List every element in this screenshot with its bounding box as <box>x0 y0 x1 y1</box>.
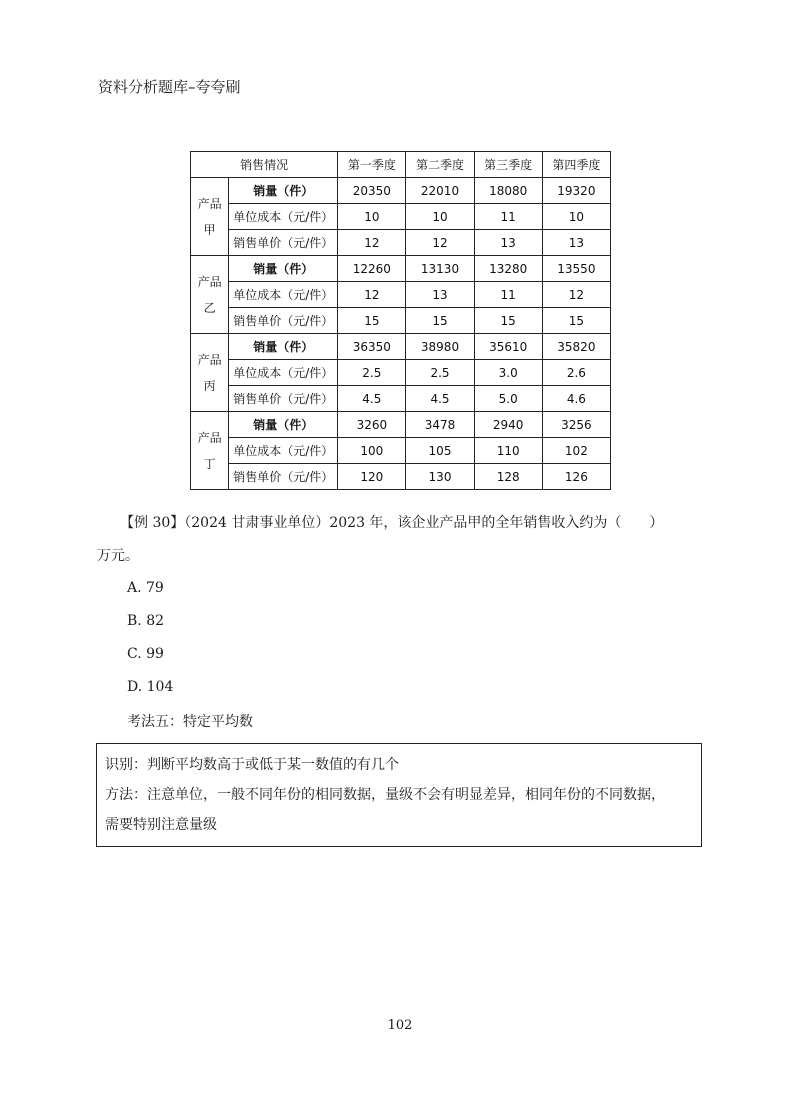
product-label-cell <box>191 178 229 256</box>
product-label-top: 产品 <box>197 352 222 367</box>
product-label-cell <box>191 256 229 334</box>
table-cell: 102 <box>542 438 610 464</box>
table-row <box>191 282 611 308</box>
table-cell: 128 <box>474 464 542 490</box>
metric-label: 销量（件） <box>229 256 338 282</box>
metric-label: 销售单价（元/件） <box>229 386 338 412</box>
table-row <box>191 386 611 412</box>
metric-label: 销量（件） <box>229 412 338 438</box>
table-cell: 18080 <box>474 178 542 204</box>
table-cell: 13280 <box>474 256 542 282</box>
table-cell: 15 <box>338 308 406 334</box>
product-label-top: 产品 <box>197 430 222 445</box>
method-approach-line: 方法：注意单位，一般不同年份的相同数据，量级不会有明显差异，相同年份的不同数据， <box>105 787 665 803</box>
metric-label: 销量（件） <box>229 178 338 204</box>
table-cell: 13550 <box>542 256 610 282</box>
table-cell: 35610 <box>474 334 542 360</box>
table-cell: 10 <box>542 204 610 230</box>
method-approach-line-continued: 需要特别注意量级 <box>105 817 217 833</box>
table-cell: 4.5 <box>338 386 406 412</box>
product-label-name: 乙 <box>203 300 216 315</box>
table-cell: 12 <box>406 230 474 256</box>
table-cell: 13130 <box>406 256 474 282</box>
table-row <box>191 178 611 204</box>
table-cell: 22010 <box>406 178 474 204</box>
table-cell: 2.5 <box>338 360 406 386</box>
table-header-row <box>191 152 611 178</box>
table-cell: 20350 <box>338 178 406 204</box>
sales-table <box>190 151 611 490</box>
question-30-stem-continued: 万元。 <box>97 548 139 564</box>
table-row <box>191 464 611 490</box>
table-cell: 126 <box>542 464 610 490</box>
method-title: 考法五：特定平均数 <box>127 714 253 730</box>
table-cell: 4.5 <box>406 386 474 412</box>
table-cell: 19320 <box>542 178 610 204</box>
table-row <box>191 308 611 334</box>
table-row <box>191 412 611 438</box>
table-cell: 12260 <box>338 256 406 282</box>
table-header-quarter: 第一季度 <box>338 152 406 178</box>
option-b: B. 82 <box>127 613 165 629</box>
table-cell: 11 <box>474 282 542 308</box>
table-cell: 5.0 <box>474 386 542 412</box>
product-label-name: 甲 <box>203 222 216 237</box>
table-cell: 2.5 <box>406 360 474 386</box>
table-cell: 13 <box>474 230 542 256</box>
table-row <box>191 230 611 256</box>
table-cell: 130 <box>406 464 474 490</box>
table-header-quarter: 第三季度 <box>474 152 542 178</box>
metric-label: 单位成本（元/件） <box>229 438 338 464</box>
table-cell: 15 <box>406 308 474 334</box>
option-d: D. 104 <box>127 679 174 695</box>
product-label-name: 丙 <box>203 378 216 393</box>
metric-label: 单位成本（元/件） <box>229 360 338 386</box>
table-cell: 15 <box>474 308 542 334</box>
metric-label: 销售单价（元/件） <box>229 308 338 334</box>
table-cell: 12 <box>338 230 406 256</box>
metric-label: 单位成本（元/件） <box>229 282 338 308</box>
table-cell: 105 <box>406 438 474 464</box>
method-box <box>96 743 702 847</box>
table-header-label: 销售情况 <box>191 152 338 178</box>
table-row <box>191 334 611 360</box>
product-label-name: 丁 <box>203 456 216 471</box>
table-row <box>191 256 611 282</box>
option-a: A. 79 <box>127 580 164 596</box>
table-header-quarter: 第二季度 <box>406 152 474 178</box>
question-30-stem: 【例 30】（2024 甘肃事业单位）2023 年，该企业产品甲的全年销售收入约为（ ） <box>120 515 664 531</box>
table-cell: 120 <box>338 464 406 490</box>
table-cell: 11 <box>474 204 542 230</box>
table-cell: 3256 <box>542 412 610 438</box>
table-row <box>191 438 611 464</box>
table-cell: 2940 <box>474 412 542 438</box>
table-row <box>191 204 611 230</box>
table-cell: 10 <box>406 204 474 230</box>
table-cell: 2.6 <box>542 360 610 386</box>
product-label-top: 产品 <box>197 196 222 211</box>
table-cell: 110 <box>474 438 542 464</box>
page-header-title: 资料分析题库–夸夸刷 <box>98 78 241 96</box>
product-label-cell <box>191 334 229 412</box>
product-label-cell <box>191 412 229 490</box>
metric-label: 销售单价（元/件） <box>229 464 338 490</box>
metric-label: 销售单价（元/件） <box>229 230 338 256</box>
option-c: C. 99 <box>127 646 164 662</box>
page-number: 102 <box>387 1018 413 1033</box>
table-cell: 35820 <box>542 334 610 360</box>
table-cell: 3478 <box>406 412 474 438</box>
product-label-top: 产品 <box>197 274 222 289</box>
table-cell: 36350 <box>338 334 406 360</box>
table-cell: 12 <box>338 282 406 308</box>
table-row <box>191 360 611 386</box>
metric-label: 单位成本（元/件） <box>229 204 338 230</box>
table-cell: 13 <box>542 230 610 256</box>
method-identify-line: 识别：判断平均数高于或低于某一数值的有几个 <box>105 757 399 773</box>
table-cell: 10 <box>338 204 406 230</box>
table-cell: 38980 <box>406 334 474 360</box>
table-cell: 3.0 <box>474 360 542 386</box>
table-cell: 12 <box>542 282 610 308</box>
table-cell: 100 <box>338 438 406 464</box>
table-header-quarter: 第四季度 <box>542 152 610 178</box>
metric-label: 销量（件） <box>229 334 338 360</box>
table-cell: 13 <box>406 282 474 308</box>
table-cell: 4.6 <box>542 386 610 412</box>
table-cell: 15 <box>542 308 610 334</box>
table-cell: 3260 <box>338 412 406 438</box>
